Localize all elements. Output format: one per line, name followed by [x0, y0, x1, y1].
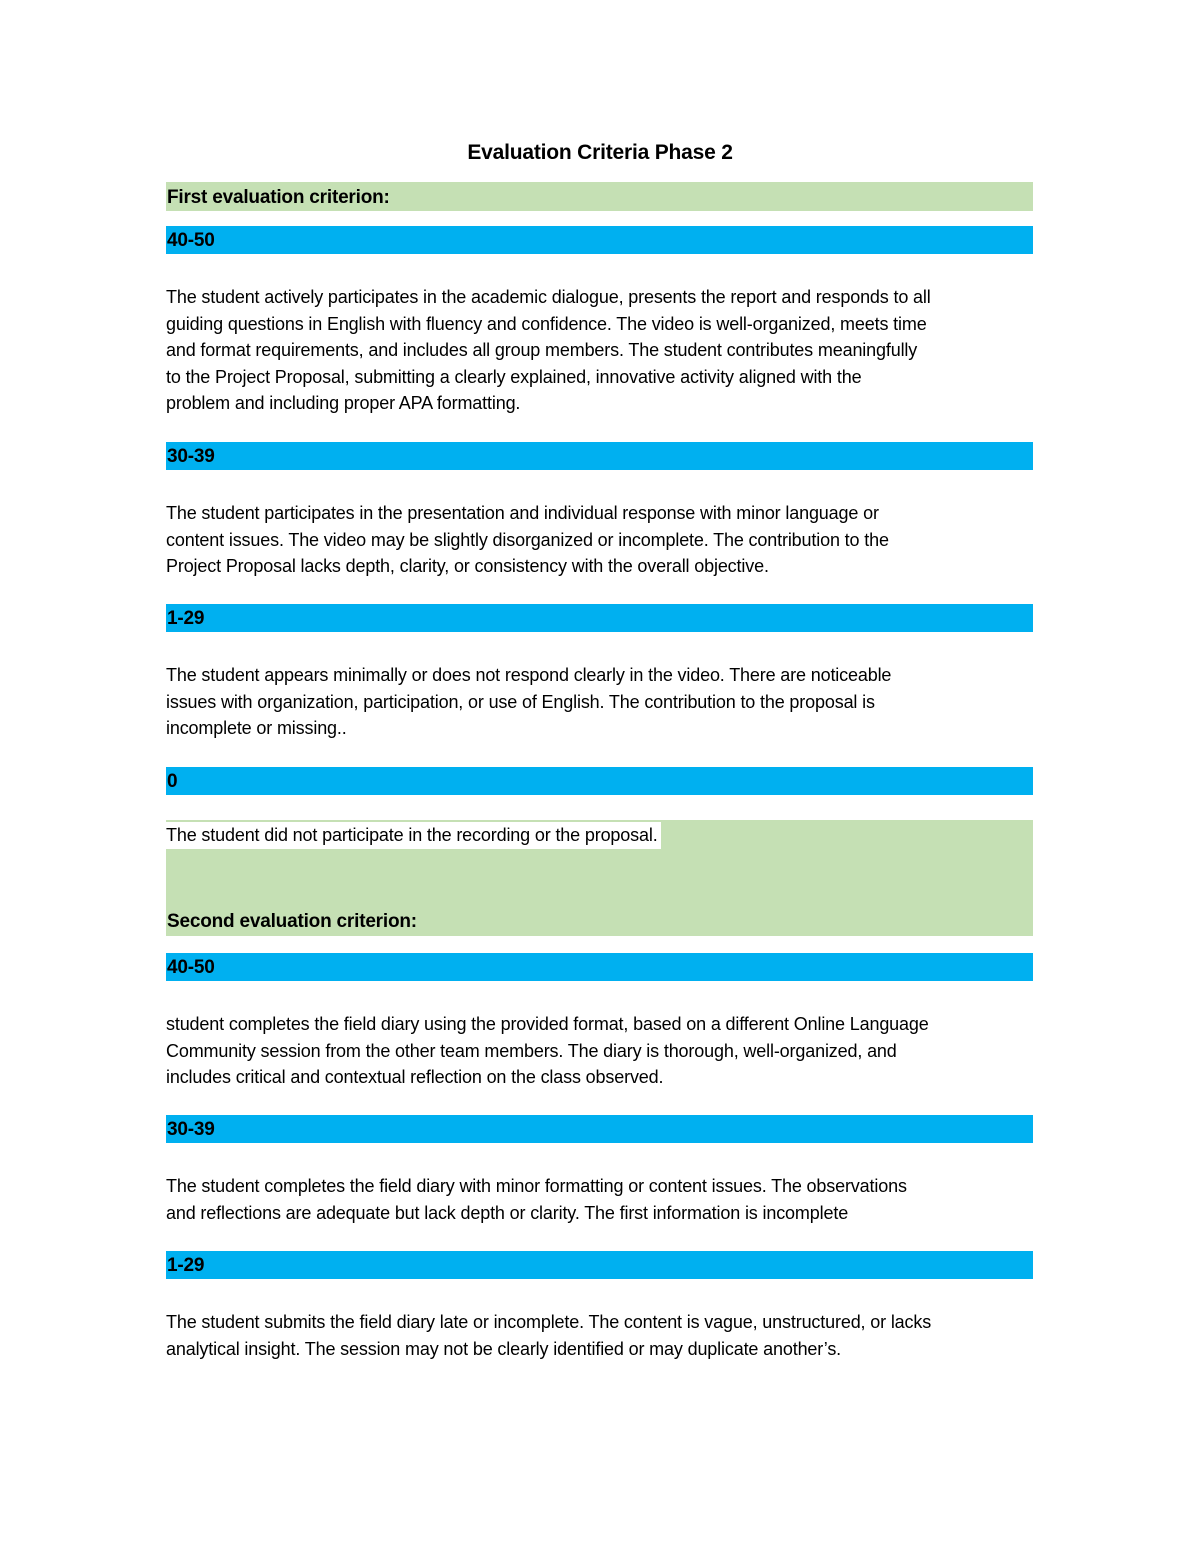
criterion-heading-band-second: [166, 820, 1033, 936]
text-line: The student actively participates in the academic dialogue, presents the report and responds to all: [166, 287, 931, 307]
text-line: problem and including proper APA formatting.: [166, 393, 521, 414]
text-line: analytical insight. The session may not be clearly identified or may duplicate another’s.: [166, 1338, 842, 1359]
text-line: to the Project Proposal, submitting a clearly explained, innovative activity aligned with the: [166, 366, 862, 387]
criterion-heading-second: Second evaluation criterion:: [167, 911, 417, 932]
text-line: guiding questions in English with fluency and confidence. The video is well-organized, meets time: [166, 313, 927, 334]
text-line: The student appears minimally or does not respond clearly in the video. There are noticeable: [166, 665, 892, 685]
level-description: [166, 1173, 1046, 1226]
text-line: student completes the field diary using the provided format, based on a different Online Language: [166, 1014, 929, 1034]
level-description: [166, 284, 1046, 417]
score-band-40-50: 40-50: [166, 226, 1033, 254]
text-line: includes critical and contextual reflection on the class observed.: [166, 1067, 664, 1088]
score-band-30-39: 30-39: [166, 1115, 1033, 1143]
level-description: [166, 1309, 1046, 1362]
score-band-30-39: 30-39: [166, 442, 1033, 470]
level-description: [166, 500, 1046, 580]
level-description: [166, 662, 1046, 742]
score-band-1-29: 1-29: [166, 604, 1033, 632]
text-line: The student completes the field diary with minor formatting or content issues. The observations: [166, 1176, 907, 1196]
text-line: content issues. The video may be slightly disorganized or incomplete. The contribution to the: [166, 529, 889, 550]
text-line: The student participates in the presentation and individual response with minor language or: [166, 503, 879, 523]
text-line: and reflections are adequate but lack depth or clarity. The first information is incomplete: [166, 1202, 849, 1223]
criterion-heading-first: First evaluation criterion:: [166, 182, 1033, 211]
text-line: issues with organization, participation, or use of English. The contribution to the proposal is: [166, 691, 875, 712]
text-line: and format requirements, and includes all group members. The student contributes meaningfully: [166, 340, 918, 361]
score-band-40-50: 40-50: [166, 953, 1033, 981]
level-description: [166, 1011, 1046, 1091]
text-line: Community session from the other team members. The diary is thorough, well-organized, and: [166, 1040, 897, 1061]
score-band-0: 0: [166, 767, 1033, 795]
level-description: The student did not participate in the recording or the proposal.: [166, 822, 661, 849]
document-title: Evaluation Criteria Phase 2: [467, 141, 733, 164]
score-band-1-29: 1-29: [166, 1251, 1033, 1279]
text-line: Project Proposal lacks depth, clarity, or consistency with the overall objective.: [166, 556, 769, 577]
text-line: incomplete or missing..: [166, 718, 347, 739]
text-line: The student submits the field diary late or incomplete. The content is vague, unstructured, or lacks: [166, 1312, 932, 1332]
